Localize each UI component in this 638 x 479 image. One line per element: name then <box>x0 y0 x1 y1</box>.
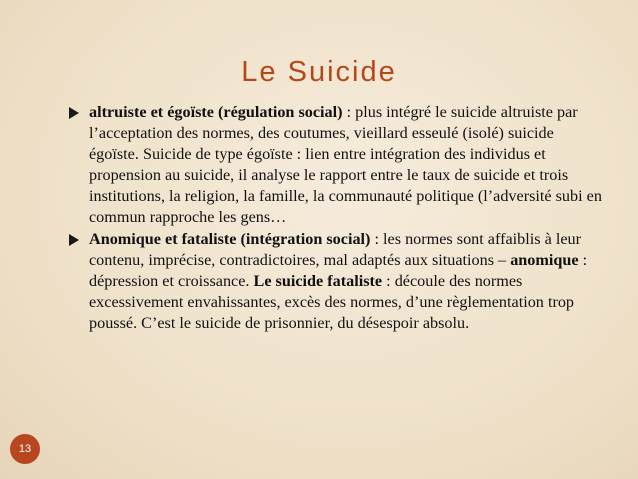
bullet-text: : découle des normes excessivement envahissantes, excès des normes, d’une règlementation trop poussé. C’est le suicide de prisonnier, du désespoir absolu. <box>89 272 575 333</box>
bullet-arrow-icon <box>69 234 79 246</box>
bullet-lead: Anomique et fataliste (intégration social) <box>89 230 371 249</box>
slide-title: Le Suicide <box>241 56 397 88</box>
bullet-item-anomique <box>66 229 606 334</box>
bullet-emphasis-fataliste: Le suicide fataliste <box>253 272 383 291</box>
bullet-text: : les normes sont affaiblis à leur contenu, imprécise, contradictoires, mal adaptés aux situations – <box>89 230 581 270</box>
bullet-item-altruiste <box>66 102 606 227</box>
bullet-arrow-icon <box>69 107 79 119</box>
bullet-lead: altruiste et égoïste (régulation social) <box>89 103 343 121</box>
bullet-text: : dépression et croissance. <box>89 251 588 291</box>
bullet-emphasis-anomique: anomique <box>510 251 579 270</box>
slide-content <box>66 102 606 336</box>
bullet-text: : plus intégré le suicide altruiste par l’acceptation des normes, des coutumes, vieillard esseulé (isolé) suicide égoïste. Suicide de type égoïste : lien entre intégration des individus et propension au suicide, il analyse le rapport entre le taux de suicide et trois institutions, la religion, la famille, la communauté politique (l’adversité subi en commun rapproche les gens… <box>89 103 602 226</box>
slide-number-badge: 13 <box>10 434 40 464</box>
